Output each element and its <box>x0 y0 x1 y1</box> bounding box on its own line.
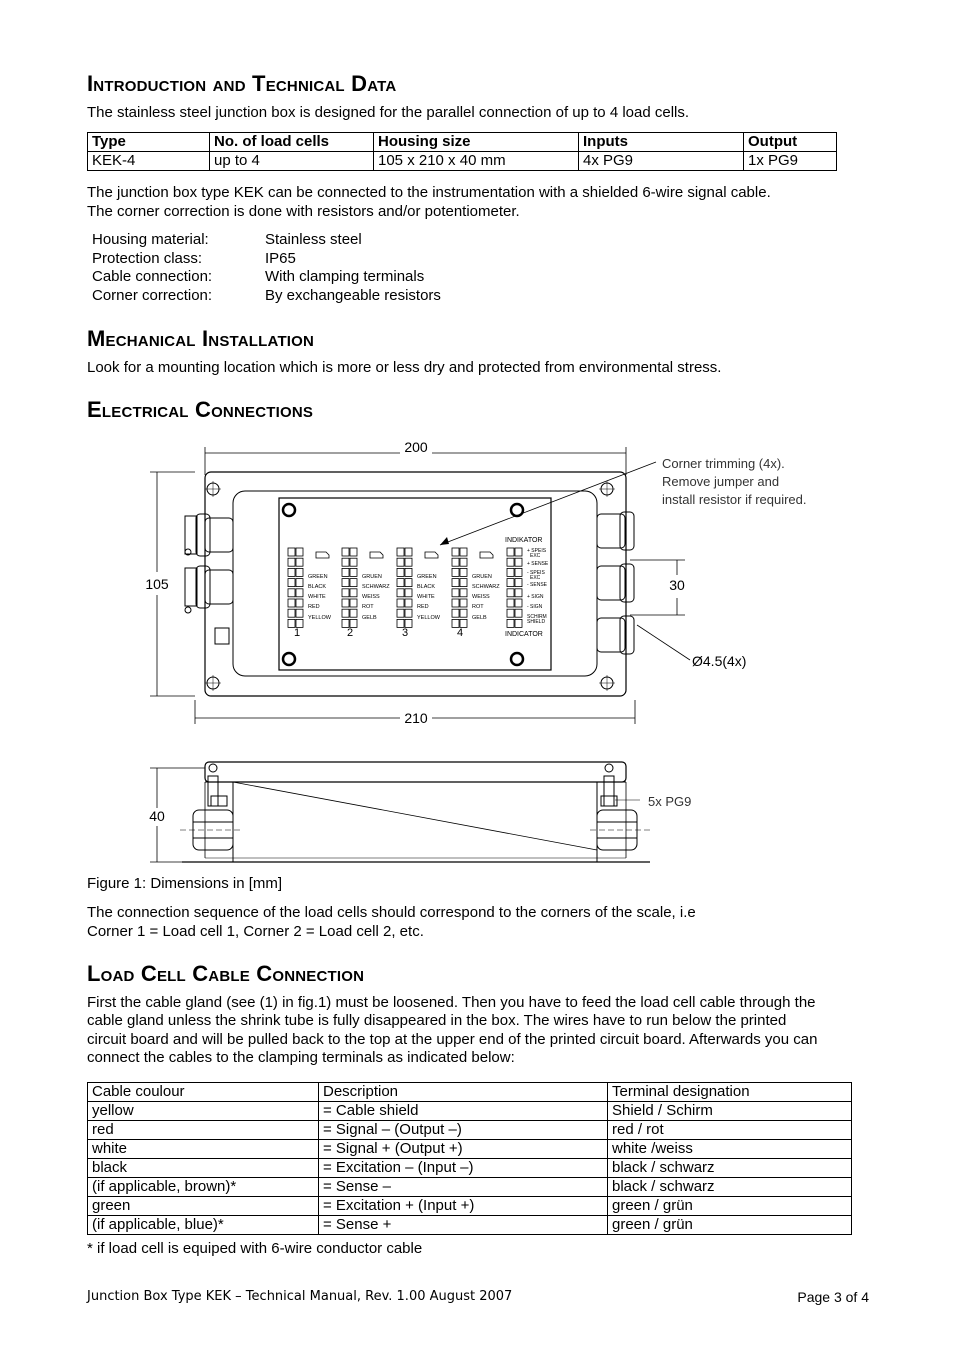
terminal-clamp <box>405 589 412 597</box>
terminal-clamp <box>288 568 295 576</box>
terminal-clamp <box>507 599 514 607</box>
terminal-clamp <box>397 599 404 607</box>
mechanical-text: Look for a mounting location which is more or less dry and protected from environmental stress. <box>87 359 722 376</box>
wire-label: BLACK <box>417 584 436 590</box>
wire-label: SCHWARZ <box>472 584 500 590</box>
terminal-clamp <box>460 609 467 617</box>
wire-label: GREEN <box>308 574 328 580</box>
property-value: IP65 <box>265 249 296 267</box>
terminal-clamp <box>397 548 404 556</box>
footer-left: Junction Box Type KEK – Technical Manual, Rev. 1.00 August 2007 <box>87 1289 513 1304</box>
footnote: * if load cell is equiped with 6-wire conductor cable <box>87 1240 423 1257</box>
terminal-clamp <box>515 599 522 607</box>
terminal-clamp <box>507 548 514 556</box>
cable-cell: green / grün <box>608 1216 852 1235</box>
terminal-clamp <box>515 589 522 597</box>
terminal-clamp <box>342 568 349 576</box>
terminal-clamp <box>452 599 459 607</box>
table-row <box>88 1216 852 1235</box>
cable-header: Description <box>319 1083 608 1102</box>
cable-cell: black / schwarz <box>608 1159 852 1178</box>
intro-heading: Introduction and Technical Data <box>87 71 397 96</box>
cable-text-line: connect the cables to the clamping terminals as indicated below: <box>87 1049 515 1066</box>
terminal-clamp <box>405 558 412 566</box>
spec-cell: KEK-4 <box>88 152 210 171</box>
cable-heading: Load Cell Cable Connection <box>87 961 365 986</box>
wire-label: GRUEN <box>362 574 382 580</box>
indicator-label: EXC <box>530 553 541 559</box>
terminal-clamp <box>405 548 412 556</box>
terminal-clamp <box>342 609 349 617</box>
spec-cell: 1x PG9 <box>744 152 837 171</box>
terminal-clamp <box>342 558 349 566</box>
cable-cell: red <box>88 1121 319 1140</box>
terminal-clamp <box>288 548 295 556</box>
indicator-label: EXC <box>530 575 541 581</box>
cable-cell: black / schwarz <box>608 1178 852 1197</box>
terminal-clamp <box>296 579 303 587</box>
indicator-label: SCHIRM <box>527 614 547 620</box>
terminal-clamp <box>405 568 412 576</box>
terminal-clamp <box>342 548 349 556</box>
terminal-clamp <box>350 568 357 576</box>
cable-cell: = Cable shield <box>319 1102 608 1121</box>
terminal-clamp <box>507 619 514 627</box>
terminal-number: 1 <box>293 627 301 639</box>
terminal-clamp <box>460 579 467 587</box>
dim-30: 30 <box>669 577 685 593</box>
cable-cell: green <box>88 1197 319 1216</box>
terminal-clamp <box>507 589 514 597</box>
cable-cell: white /weiss <box>608 1140 852 1159</box>
terminal-clamp <box>515 548 522 556</box>
terminal-clamp <box>460 568 467 576</box>
indicator-label: - SPEIS <box>527 570 545 576</box>
cable-text-line: cable gland unless the shrink tube is fully disappeared in the box. The wires have to run below the printed <box>87 1012 787 1029</box>
wire-label: GRUEN <box>472 574 492 580</box>
figure-caption: Figure 1: Dimensions in [mm] <box>87 875 283 892</box>
terminal-clamp <box>296 599 303 607</box>
callout-line1: Corner trimming (4x). <box>662 456 785 471</box>
terminal-number: 2 <box>346 627 354 639</box>
spec-cell: 4x PG9 <box>579 152 744 171</box>
terminal-clamp <box>515 609 522 617</box>
wire-label: WHITE <box>417 594 435 600</box>
terminal-clamp <box>296 568 303 576</box>
sequence-line1: The connection sequence of the load cells should correspond to the corners of the scale, i.e <box>87 904 696 921</box>
terminal-clamp <box>452 558 459 566</box>
table-row <box>88 1159 852 1178</box>
sequence-line2: Corner 1 = Load cell 1, Corner 2 = Load cell 2, etc. <box>87 923 424 940</box>
indicator-bottom: INDICATOR <box>505 631 543 638</box>
intro-text2-line2: The corner correction is done with resistors and/or potentiometer. <box>87 203 520 220</box>
dim-width-top: 200 <box>404 439 428 455</box>
terminal-clamp <box>515 579 522 587</box>
terminal-clamp <box>515 619 522 627</box>
cable-header: Terminal designation <box>608 1083 852 1102</box>
page-number: Page 3 of 4 <box>797 1289 869 1305</box>
property-label: Protection class: <box>92 249 203 267</box>
callout-line3: install resistor if required. <box>662 492 807 507</box>
terminal-clamp <box>460 589 467 597</box>
wire-label: RED <box>417 604 429 610</box>
cable-cell: red / rot <box>608 1121 852 1140</box>
dim-depth: 40 <box>149 808 165 824</box>
terminal-clamp <box>342 579 349 587</box>
terminal-clamp <box>296 609 303 617</box>
dim-width-bottom: 210 <box>404 710 428 726</box>
terminal-clamp <box>460 558 467 566</box>
terminal-clamp <box>397 589 404 597</box>
cable-text-line: First the cable gland (see (1) in fig.1) must be loosened. Then you have to feed the load cell cable through the <box>87 994 816 1011</box>
wire-label: WEISS <box>362 594 380 600</box>
indicator-label: + SENSE <box>527 561 549 567</box>
terminal-clamp <box>350 579 357 587</box>
terminal-clamp <box>507 609 514 617</box>
indicator-label: + SPEIS <box>527 548 547 554</box>
spec-cell: 105 x 210 x 40 mm <box>374 152 579 171</box>
terminal-clamp <box>452 568 459 576</box>
terminal-number: 4 <box>456 627 464 639</box>
terminal-clamp <box>288 558 295 566</box>
wire-label: WHITE <box>308 594 326 600</box>
terminal-clamp <box>460 548 467 556</box>
wire-label: BLACK <box>308 584 327 590</box>
property-label: Cable connection: <box>92 268 213 286</box>
terminal-clamp <box>405 609 412 617</box>
indicator-label: SHIELD <box>527 619 546 625</box>
terminal-clamp <box>296 589 303 597</box>
hole-note: Ø4.5(4x) <box>692 653 747 669</box>
wire-label: YELLOW <box>308 615 331 621</box>
cable-cell: green / grün <box>608 1197 852 1216</box>
cable-cell: (if applicable, brown)* <box>88 1178 319 1197</box>
property-value: By exchangeable resistors <box>265 287 441 305</box>
terminal-clamp <box>350 558 357 566</box>
indicator-label: - SENSE <box>527 582 548 588</box>
indicator-label: - SIGN <box>527 604 543 610</box>
property-value: Stainless steel <box>265 231 362 248</box>
table-row <box>88 1121 852 1140</box>
terminal-clamp <box>296 548 303 556</box>
cable-table <box>87 1082 852 1235</box>
gland-note: 5x PG9 <box>648 794 692 809</box>
cable-cell: white <box>88 1140 319 1159</box>
wire-label: GREEN <box>417 574 437 580</box>
terminal-number: 3 <box>401 627 409 639</box>
terminal-clamp <box>460 599 467 607</box>
spec-header: Output <box>744 133 837 152</box>
cable-cell: = Sense + <box>319 1216 608 1235</box>
spec-header: Inputs <box>579 133 744 152</box>
callout-line2: Remove jumper and <box>662 474 780 489</box>
terminal-clamp <box>515 568 522 576</box>
terminal-clamp <box>350 589 357 597</box>
mechanical-heading: Mechanical Installation <box>87 326 315 351</box>
terminal-clamp <box>515 558 522 566</box>
indicator-label: + SIGN <box>527 594 544 600</box>
terminal-clamp <box>342 599 349 607</box>
terminal-clamp <box>288 579 295 587</box>
terminal-clamp <box>452 609 459 617</box>
terminal-clamp <box>342 589 349 597</box>
wire-label: ROT <box>362 604 374 610</box>
terminal-clamp <box>405 579 412 587</box>
cable-cell: = Signal – (Output –) <box>319 1121 608 1140</box>
cable-cell: = Sense – <box>319 1178 608 1197</box>
terminal-clamp <box>350 548 357 556</box>
terminal-clamp <box>350 609 357 617</box>
terminal-clamp <box>350 599 357 607</box>
cable-cell: = Excitation + (Input +) <box>319 1197 608 1216</box>
terminal-clamp <box>397 609 404 617</box>
table-row <box>88 1178 852 1197</box>
electrical-heading: Electrical Connections <box>87 397 314 422</box>
cable-cell: (if applicable, blue)* <box>88 1216 319 1235</box>
terminal-clamp <box>288 609 295 617</box>
wire-label: GELB <box>472 615 487 621</box>
spec-header: No. of load cells <box>210 133 374 152</box>
terminal-clamp <box>452 548 459 556</box>
table-row <box>88 1197 852 1216</box>
wire-label: YELLOW <box>417 615 440 621</box>
cable-header: Cable coulour <box>88 1083 319 1102</box>
cable-cell: yellow <box>88 1102 319 1121</box>
dim-height: 105 <box>145 576 169 592</box>
wire-label: SCHWARZ <box>362 584 390 590</box>
spec-cell: up to 4 <box>210 152 374 171</box>
indicator-top: INDIKATOR <box>505 537 543 544</box>
cable-cell: = Excitation – (Input –) <box>319 1159 608 1178</box>
terminal-clamp <box>452 579 459 587</box>
spec-header: Housing size <box>374 133 579 152</box>
cable-cell: Shield / Schirm <box>608 1102 852 1121</box>
cable-text-line: circuit board and will be pulled back to the top at the upper end of the printed circuit board. Afterwards you can <box>87 1031 818 1048</box>
wire-label: ROT <box>472 604 484 610</box>
cable-cell: black <box>88 1159 319 1178</box>
spec-header: Type <box>88 133 210 152</box>
cable-cell: = Signal + (Output +) <box>319 1140 608 1159</box>
terminal-clamp <box>288 599 295 607</box>
terminal-clamp <box>288 589 295 597</box>
property-value: With clamping terminals <box>265 268 425 286</box>
property-label: Corner correction: <box>92 287 213 305</box>
terminal-clamp <box>397 558 404 566</box>
intro-text2-line1: The junction box type KEK can be connected to the instrumentation with a shielded 6-wire signal cable. <box>87 184 771 201</box>
property-label: Housing material: <box>92 231 209 248</box>
intro-text: The stainless steel junction box is designed for the parallel connection of up to 4 load cells. <box>87 104 690 121</box>
terminal-clamp <box>507 568 514 576</box>
terminal-clamp <box>507 558 514 566</box>
terminal-clamp <box>397 568 404 576</box>
terminal-clamp <box>405 599 412 607</box>
table-row <box>88 1140 852 1159</box>
terminal-clamp <box>397 579 404 587</box>
terminal-clamp <box>452 589 459 597</box>
table-row <box>88 1102 852 1121</box>
wire-label: GELB <box>362 615 377 621</box>
wire-label: WEISS <box>472 594 490 600</box>
terminal-clamp <box>507 579 514 587</box>
terminal-clamp <box>296 558 303 566</box>
wire-label: RED <box>308 604 320 610</box>
